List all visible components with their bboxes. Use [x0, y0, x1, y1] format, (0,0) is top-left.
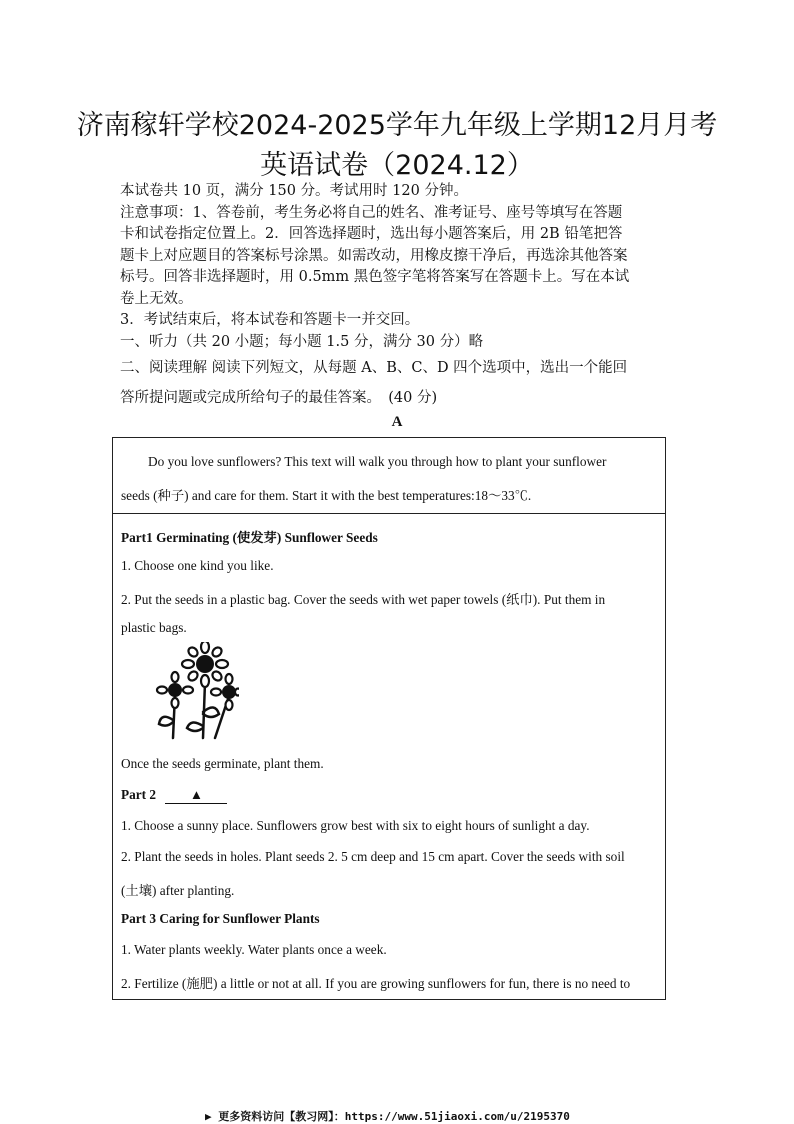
passage-box: [112, 437, 666, 1000]
part2-step: 2. Plant the seeds in holes. Plant seeds 2. 5 cm deep and 15 cm apart. Cover the seeds with soil: [121, 849, 625, 864]
instruction-line: 卡和试卷指定位置上。2．回答选择题时，选出每小题答案后，用 2B 铅笔把答: [120, 226, 623, 242]
passage-label: A: [391, 414, 403, 430]
part1-step: 1. Choose one kind you like.: [121, 558, 274, 573]
passage-intro: [113, 438, 665, 514]
sunflower-illustration: [153, 642, 239, 740]
instruction-line: 题卡上对应题目的答案标号涂黑。如需改动，用橡皮擦干净后，再选涂其他答案: [120, 247, 628, 264]
part2-blank: ▲: [165, 787, 227, 804]
passage-intro-line: Do you love sunflowers? This text will walk you through how to plant your sunflower: [148, 454, 607, 469]
part2-step-cont: (土壤) after planting.: [121, 883, 235, 898]
instruction-line: 注意事项：1、答卷前，考生务必将自己的姓名、准考证号、座号等填写在答题: [120, 204, 623, 221]
footer-link[interactable]: ▶ 更多资料访问【教习网】：https://www.51jiaoxi.com/u/2195370: [205, 1110, 570, 1123]
exam-title-line1: 济南稼轩学校2024-2025学年九年级上学期12月月考: [76, 110, 718, 141]
part1-step-cont: plastic bags.: [121, 620, 187, 635]
reading-section-instruction-cont: 答所提问题或完成所给句子的最佳答案。 (40 分): [120, 390, 438, 406]
reading-section-instruction: 二、阅读理解 阅读下列短文，从每题 A、B、C、D 四个选项中，选出一个能回: [120, 360, 628, 376]
part2-heading: [121, 787, 227, 804]
part3-step: 1. Water plants weekly. Water plants once a week.: [121, 942, 387, 957]
instruction-line: 本试卷共 10 页，满分 150 分。考试用时 120 分钟。: [120, 183, 468, 199]
part1-heading: Part1 Germinating (使发芽) Sunflower Seeds: [121, 530, 378, 545]
instruction-line: 卷上无效。: [120, 290, 193, 307]
exam-title-line2: 英语试卷（2024.12）: [260, 150, 534, 181]
part3-step: 2. Fertilize (施肥) a little or not at all. If you are growing sunflowers for fun, there is no need to: [121, 976, 631, 991]
listening-section-note: 一、听力（共 20 小题；每小题 1.5 分，满分 30 分）略: [120, 333, 484, 350]
part2-step: 1. Choose a sunny place. Sunflowers grow best with six to eight hours of sunlight a day.: [121, 818, 590, 833]
part1-step: 2. Put the seeds in a plastic bag. Cover the seeds with wet paper towels (纸巾). Put them in: [121, 592, 606, 607]
instruction-line: 标号。回答非选择题时，用 0.5mm 黑色签字笔将答案写在答题卡上。写在本试: [120, 269, 630, 285]
part1-after-text: Once the seeds germinate, plant them.: [121, 756, 324, 771]
part2-heading-label: Part 2: [121, 787, 157, 802]
part3-heading: Part 3 Caring for Sunflower Plants: [121, 911, 320, 926]
instruction-line: 3．考试结束后，将本试卷和答题卡一并交回。: [120, 312, 420, 328]
exam-instructions: [120, 181, 680, 413]
passage-intro-line: seeds (种子) and care for them. Start it with the best temperatures:18～33℃.: [121, 488, 532, 503]
